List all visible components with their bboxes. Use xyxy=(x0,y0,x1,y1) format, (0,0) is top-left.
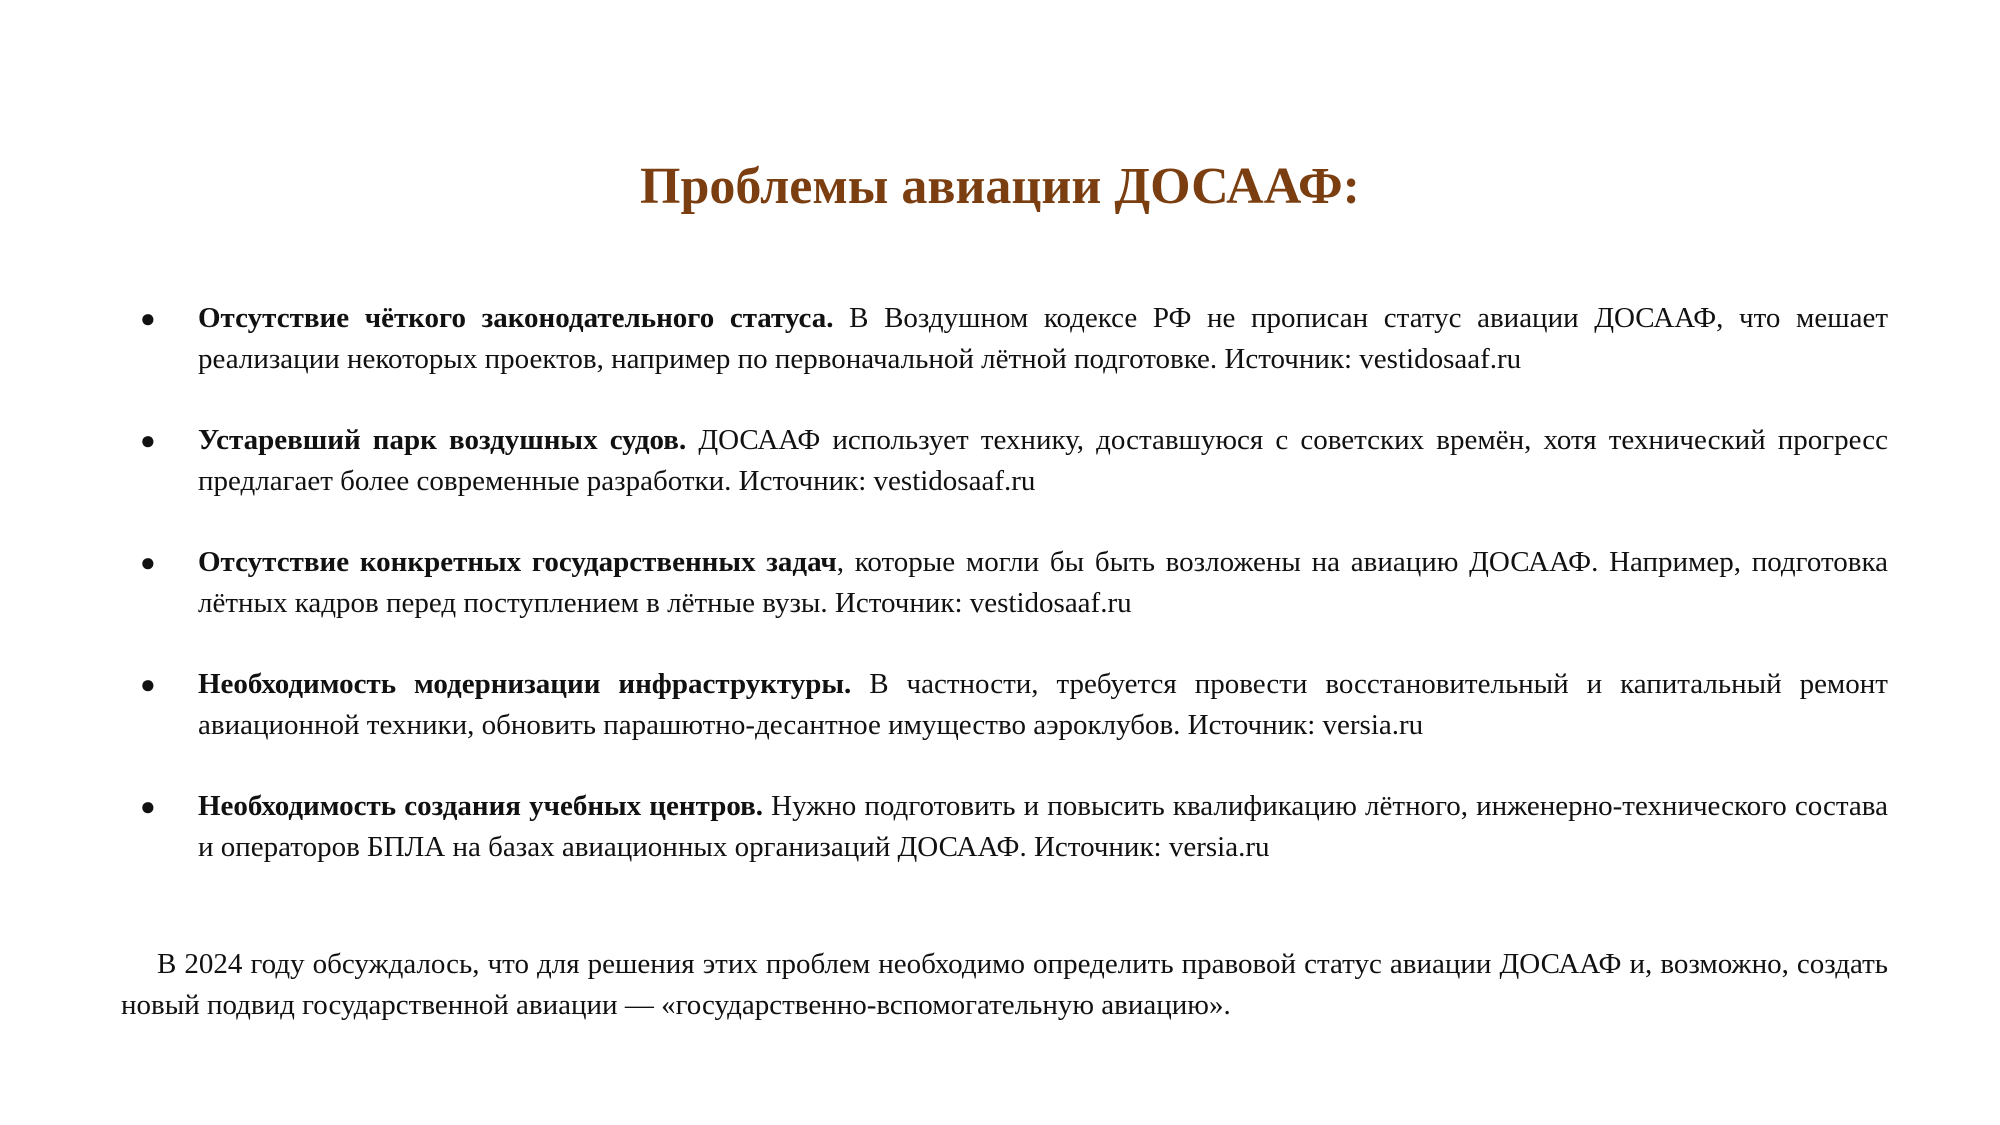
list-item-text: , которые могли бы быть возложены на авиацию ДОСААФ. Например, подготовка лётных кадров перед поступлением в лётные вузы. Источник: vestidosaaf.ru xyxy=(198,546,1888,619)
list-item xyxy=(140,664,1888,746)
list-item-text: Нужно подготовить и повысить квалификацию лётного, инженерно-технического состава и операторов БПЛА на базах авиационных организаций ДОСААФ. Источник: versia.ru xyxy=(198,790,1888,863)
bullet-icon: ● xyxy=(140,426,156,455)
bullet-icon: ● xyxy=(140,792,156,821)
list-item xyxy=(140,298,1888,380)
bullet-icon: ● xyxy=(140,304,156,333)
list-item xyxy=(140,786,1888,868)
list-item xyxy=(140,420,1888,502)
problems-list xyxy=(140,298,1888,908)
list-item-text: ДОСААФ использует технику, доставшуюся с советских времён, хотя технический прогресс предлагает более современные разработки. Источник: vestidosaaf.ru xyxy=(198,424,1888,497)
bullet-icon: ● xyxy=(140,670,156,699)
page-title: Проблемы авиации ДОСААФ: xyxy=(640,158,1360,215)
list-item xyxy=(140,542,1888,624)
bullet-icon: ● xyxy=(140,548,156,577)
summary-paragraph: В 2024 году обсуждалось, что для решения этих проблем необходимо определить правовой статус авиации ДОСААФ и, возможно, создать новый подвид государственной авиации — «государственно-вспомогательную авиацию». xyxy=(121,948,1888,1021)
list-item-lead: Отсутствие конкретных государственных задач xyxy=(198,546,837,578)
list-item-text: В Воздушном кодексе РФ не прописан статус авиации ДОСААФ, что мешает реализации некоторых проектов, например по первоначальной лётной подготовке. Источник: vestidosaaf.ru xyxy=(198,302,1888,375)
list-item-lead: Необходимость создания учебных центров. xyxy=(198,790,764,822)
list-item-text: В частности, требуется провести восстановительный и капитальный ремонт авиационной техники, обновить парашютно-десантное имущество аэроклубов. Источник: versia.ru xyxy=(198,668,1888,741)
list-item-lead: Необходимость модернизации инфраструктуры. xyxy=(198,668,852,700)
list-item-lead: Отсутствие чёткого законодательного статуса. xyxy=(198,302,834,334)
list-item-lead: Устаревший парк воздушных судов. xyxy=(198,424,687,456)
